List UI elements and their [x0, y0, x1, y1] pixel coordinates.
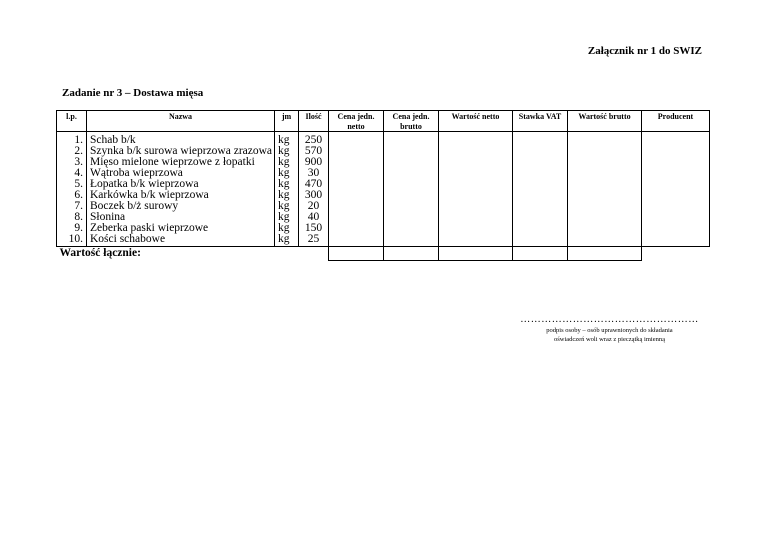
producer-cell[interactable]: [642, 157, 710, 168]
quantity: 250: [299, 132, 329, 147]
table-row: [57, 146, 710, 157]
gross-unit-price-cell[interactable]: [384, 179, 439, 190]
net-unit-price-cell[interactable]: [329, 234, 384, 247]
table-row: [57, 212, 710, 223]
attachment-label: Załącznik nr 1 do SWIZ: [587, 45, 702, 57]
net-value-cell[interactable]: [439, 157, 513, 168]
column-header: Ilość: [299, 111, 329, 132]
unit: kg: [275, 223, 299, 234]
gross-value-cell[interactable]: [568, 146, 642, 157]
gross-unit-price-cell[interactable]: [384, 190, 439, 201]
quantity: 150: [299, 223, 329, 234]
total-net-value-cell[interactable]: [439, 247, 513, 261]
column-header: jm: [275, 111, 299, 132]
unit: kg: [275, 201, 299, 212]
signature-caption-line: oświadczeń woli wraz z pieczątką imienną: [554, 336, 665, 343]
net-unit-price-cell[interactable]: [329, 201, 384, 212]
producer-cell[interactable]: [642, 223, 710, 234]
signature-block: [512, 316, 707, 344]
row-number: 3.: [57, 157, 87, 168]
signature-caption: [512, 326, 707, 344]
product-name: Żeberka paski wieprzowe: [87, 223, 275, 234]
gross-unit-price-cell[interactable]: [384, 132, 439, 147]
product-name: Kości schabowe: [87, 234, 275, 247]
product-name: Boczek b/ż surowy: [87, 201, 275, 212]
gross-value-cell[interactable]: [568, 168, 642, 179]
unit: kg: [275, 179, 299, 190]
gross-unit-price-cell[interactable]: [384, 234, 439, 247]
quantity: 570: [299, 146, 329, 157]
row-number: 7.: [57, 201, 87, 212]
total-gross-unit-price-cell[interactable]: [384, 247, 439, 261]
row-number: 4.: [57, 168, 87, 179]
vat-rate-cell[interactable]: [513, 157, 568, 168]
table-header-row: [57, 111, 710, 132]
column-header: Producent: [642, 111, 710, 132]
net-unit-price-cell[interactable]: [329, 132, 384, 147]
net-unit-price-cell[interactable]: [329, 223, 384, 234]
gross-value-cell[interactable]: [568, 223, 642, 234]
producer-cell[interactable]: [642, 132, 710, 147]
quantity: 40: [299, 212, 329, 223]
product-name: Szynka b/k surowa wieprzowa zrazowa: [87, 146, 275, 157]
gross-unit-price-cell[interactable]: [384, 146, 439, 157]
row-number: 5.: [57, 179, 87, 190]
gross-value-cell[interactable]: [568, 179, 642, 190]
net-unit-price-cell[interactable]: [329, 146, 384, 157]
total-vat-rate-cell[interactable]: [513, 247, 568, 261]
table-row: [57, 157, 710, 168]
net-value-cell[interactable]: [439, 201, 513, 212]
gross-unit-price-cell[interactable]: [384, 201, 439, 212]
gross-value-cell[interactable]: [568, 234, 642, 247]
quantity: 25: [299, 234, 329, 247]
quantity: 900: [299, 157, 329, 168]
column-header: l.p.: [57, 111, 87, 132]
net-unit-price-cell[interactable]: [329, 190, 384, 201]
product-name: Mięso mielone wieprzowe z łopatki: [87, 157, 275, 168]
vat-rate-cell[interactable]: [513, 146, 568, 157]
unit: kg: [275, 212, 299, 223]
row-number: 2.: [57, 146, 87, 157]
product-name: Wątroba wieprzowa: [87, 168, 275, 179]
net-value-cell[interactable]: [439, 146, 513, 157]
product-name: Schab b/k: [87, 132, 275, 147]
quantity: 300: [299, 190, 329, 201]
vat-rate-cell[interactable]: [513, 179, 568, 190]
total-gross-value-cell[interactable]: [568, 247, 642, 261]
unit: kg: [275, 146, 299, 157]
net-value-cell[interactable]: [439, 179, 513, 190]
quantity: 30: [299, 168, 329, 179]
gross-value-cell[interactable]: [568, 212, 642, 223]
table-row: [57, 223, 710, 234]
column-header: Nazwa: [87, 111, 275, 132]
producer-cell[interactable]: [642, 146, 710, 157]
vat-rate-cell[interactable]: [513, 212, 568, 223]
gross-value-cell[interactable]: [568, 157, 642, 168]
table-row: [57, 132, 710, 147]
gross-value-cell[interactable]: [568, 190, 642, 201]
net-value-cell[interactable]: [439, 168, 513, 179]
table-row: [57, 190, 710, 201]
gross-unit-price-cell[interactable]: [384, 168, 439, 179]
column-header: Stawka VAT: [513, 111, 568, 132]
column-header: Cena jedn. brutto: [384, 111, 439, 132]
vat-rate-cell[interactable]: [513, 168, 568, 179]
signature-line: ……………………………………………: [520, 314, 699, 325]
vat-rate-cell[interactable]: [513, 223, 568, 234]
quantity: 20: [299, 201, 329, 212]
column-header: Cena jedn. netto: [329, 111, 384, 132]
row-number: 6.: [57, 190, 87, 201]
column-header: Wartość brutto: [568, 111, 642, 132]
producer-cell[interactable]: [642, 234, 710, 247]
row-number: 1.: [57, 132, 87, 147]
unit: kg: [275, 234, 299, 247]
gross-unit-price-cell[interactable]: [384, 157, 439, 168]
net-value-cell[interactable]: [439, 190, 513, 201]
product-name: Słonina: [87, 212, 275, 223]
product-name: Łopatka b/k wieprzowa: [87, 179, 275, 190]
net-unit-price-cell[interactable]: [329, 179, 384, 190]
gross-unit-price-cell[interactable]: [384, 223, 439, 234]
row-number: 10.: [57, 234, 87, 247]
column-header: Wartość netto: [439, 111, 513, 132]
unit: kg: [275, 168, 299, 179]
table-row: [57, 201, 710, 212]
producer-cell[interactable]: [642, 201, 710, 212]
gross-value-cell[interactable]: [568, 132, 642, 147]
total-row: [57, 247, 710, 261]
gross-unit-price-cell[interactable]: [384, 212, 439, 223]
gross-value-cell[interactable]: [568, 201, 642, 212]
table-row: [57, 179, 710, 190]
producer-cell[interactable]: [642, 212, 710, 223]
quantity: 470: [299, 179, 329, 190]
net-unit-price-cell[interactable]: [329, 212, 384, 223]
net-value-cell[interactable]: [439, 223, 513, 234]
total-label: Wartość łącznie:: [59, 247, 141, 260]
net-value-cell[interactable]: [439, 132, 513, 147]
table-row: [57, 168, 710, 179]
vat-rate-cell[interactable]: [513, 201, 568, 212]
row-number: 8.: [57, 212, 87, 223]
unit: kg: [275, 157, 299, 168]
signature-caption-line: podpis osoby – osób uprawnionych do składania: [546, 327, 673, 334]
vat-rate-cell[interactable]: [513, 190, 568, 201]
task-title: Zadanie nr 3 – Dostawa mięsa: [62, 87, 204, 99]
price-table: [56, 110, 710, 261]
net-unit-price-cell[interactable]: [329, 168, 384, 179]
product-name: Karkówka b/k wieprzowa: [87, 190, 275, 201]
unit: kg: [275, 132, 299, 147]
unit: kg: [275, 190, 299, 201]
total-producer-cell: [642, 247, 710, 261]
total-net-unit-price-cell[interactable]: [329, 247, 384, 261]
producer-cell[interactable]: [642, 190, 710, 201]
row-number: 9.: [57, 223, 87, 234]
net-value-cell[interactable]: [439, 234, 513, 247]
net-value-cell[interactable]: [439, 212, 513, 223]
table-row: [57, 234, 710, 247]
vat-rate-cell[interactable]: [513, 132, 568, 147]
vat-rate-cell[interactable]: [513, 234, 568, 247]
producer-cell[interactable]: [642, 168, 710, 179]
net-unit-price-cell[interactable]: [329, 157, 384, 168]
producer-cell[interactable]: [642, 179, 710, 190]
